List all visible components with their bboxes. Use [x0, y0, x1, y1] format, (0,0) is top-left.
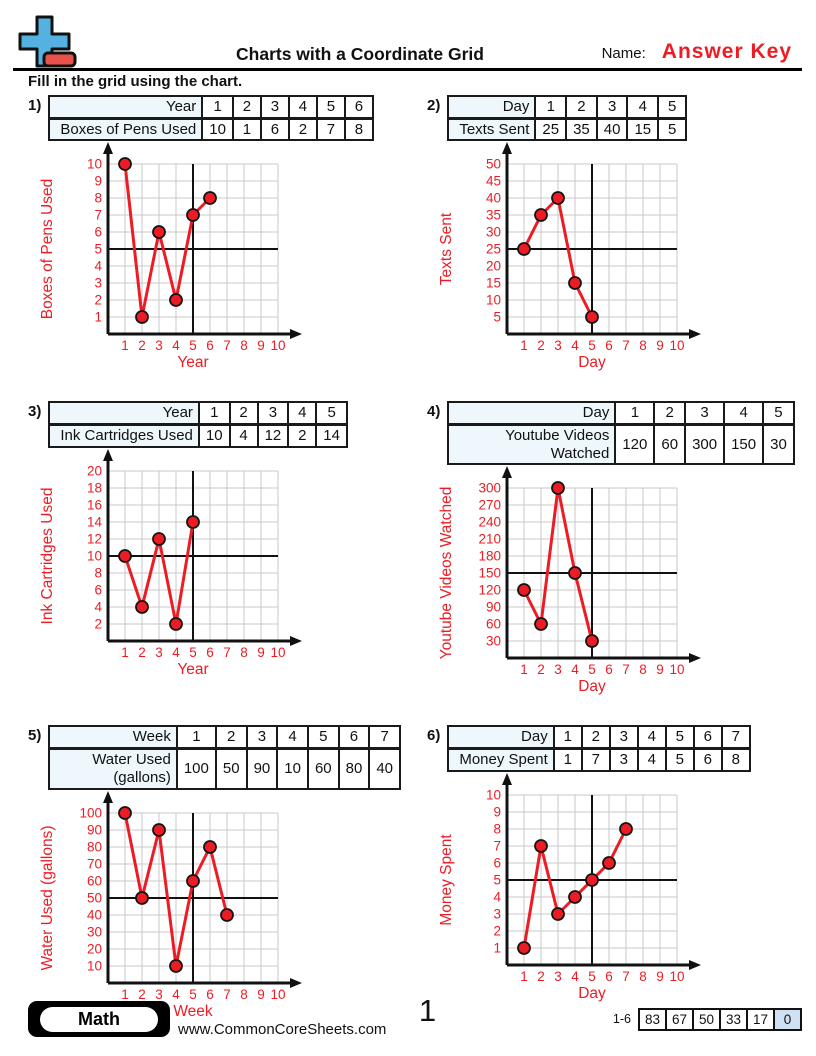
score-block [613, 1008, 802, 1031]
svg-text:90: 90 [86, 822, 102, 837]
svg-text:10: 10 [669, 968, 685, 984]
name-block [602, 40, 792, 64]
score-range-label: 1-6 [612, 1012, 631, 1026]
svg-text:3: 3 [554, 338, 562, 354]
svg-text:3: 3 [155, 338, 163, 354]
chart-area [435, 472, 800, 707]
chart-area [435, 779, 800, 1014]
svg-text:9: 9 [257, 338, 265, 354]
table-header-label: Day [448, 726, 553, 748]
problem-number: 6) [427, 727, 441, 745]
svg-text:7: 7 [622, 662, 630, 678]
score-cell: 17 [746, 1010, 773, 1029]
svg-text:40: 40 [485, 190, 501, 206]
table-cell: 2 [289, 118, 317, 140]
table-cell: 1 [202, 96, 233, 118]
svg-text:Water Used (gallons): Water Used (gallons) [39, 824, 56, 971]
table-cell: 1 [615, 402, 654, 424]
svg-text:1: 1 [94, 309, 102, 325]
svg-text:1: 1 [520, 662, 528, 678]
svg-text:Money Spent: Money Spent [438, 834, 455, 926]
table-cell: 14 [316, 425, 347, 447]
svg-text:5: 5 [588, 338, 596, 354]
svg-text:7: 7 [622, 968, 630, 984]
name-label: Name: [601, 45, 646, 62]
table-cell: 35 [566, 118, 597, 140]
svg-text:10: 10 [669, 662, 685, 678]
svg-text:5: 5 [588, 662, 596, 678]
svg-text:7: 7 [94, 207, 102, 223]
problem-1 [28, 95, 401, 383]
svg-text:3: 3 [155, 986, 163, 1002]
problem-number: 5) [28, 727, 42, 745]
svg-text:5: 5 [493, 309, 501, 325]
svg-text:30: 30 [485, 633, 501, 649]
svg-text:Day: Day [578, 354, 606, 372]
chart-area [36, 455, 401, 690]
problems-grid [28, 95, 800, 1032]
score-cell: 50 [692, 1010, 719, 1029]
table-cell: 4 [638, 749, 666, 771]
table-cell: 6 [261, 118, 289, 140]
svg-text:1: 1 [520, 968, 528, 984]
svg-text:5: 5 [189, 338, 197, 354]
instruction-text: Fill in the grid using the chart. [28, 73, 243, 90]
table-cell: 4 [638, 726, 666, 748]
svg-text:7: 7 [223, 644, 231, 660]
svg-text:20: 20 [86, 463, 102, 479]
svg-text:Ink Cartridges Used: Ink Cartridges Used [39, 487, 56, 625]
svg-text:240: 240 [478, 514, 501, 530]
answer-key-text: Answer Key [661, 40, 792, 63]
svg-text:6: 6 [206, 644, 214, 660]
table-cell: 25 [535, 118, 566, 140]
svg-text:35: 35 [485, 207, 501, 223]
table-cell: 10 [277, 749, 308, 789]
svg-text:1: 1 [121, 986, 129, 1002]
svg-text:2: 2 [94, 616, 102, 632]
score-cell: 83 [644, 1011, 661, 1027]
svg-text:6: 6 [206, 986, 214, 1002]
table-cell: 60 [654, 425, 685, 465]
table-cell: 40 [369, 749, 400, 789]
svg-text:8: 8 [639, 662, 647, 678]
table-cell: 2 [216, 726, 247, 748]
svg-text:2: 2 [537, 338, 545, 354]
table-cell: 4 [724, 402, 763, 424]
table-cell: 2 [288, 425, 316, 447]
svg-text:4: 4 [493, 889, 501, 905]
table-cell: 7 [582, 749, 610, 771]
svg-text:4: 4 [571, 662, 579, 678]
svg-text:10: 10 [485, 292, 501, 308]
svg-text:Texts Sent: Texts Sent [438, 213, 455, 286]
svg-text:1: 1 [493, 940, 501, 956]
svg-text:5: 5 [493, 872, 501, 888]
table-cell: 150 [724, 425, 763, 465]
problem-table [447, 95, 687, 141]
table-cell: 5 [666, 726, 694, 748]
table-cell: 12 [258, 425, 289, 447]
svg-text:7: 7 [493, 838, 501, 854]
header-divider [13, 68, 802, 71]
table-cell: 3 [247, 726, 278, 748]
table-cell: 6 [345, 96, 373, 118]
svg-text:30: 30 [485, 224, 501, 240]
line-chart [36, 455, 308, 685]
svg-text:18: 18 [86, 480, 102, 496]
svg-text:10: 10 [86, 548, 102, 564]
svg-text:180: 180 [478, 548, 501, 564]
table-cell: 3 [685, 402, 724, 424]
table-cell: 2 [230, 402, 258, 424]
table-cell: 4 [288, 402, 316, 424]
svg-text:2: 2 [138, 986, 146, 1002]
table-cell: 7 [369, 726, 400, 748]
math-badge-label: Math [40, 1007, 158, 1032]
svg-text:30: 30 [86, 924, 102, 939]
table-cell: 3 [597, 96, 628, 118]
svg-text:40: 40 [86, 907, 102, 922]
svg-text:4: 4 [172, 986, 180, 1002]
svg-text:12: 12 [86, 531, 102, 547]
site-url: www.CommonCoreSheets.com [178, 1021, 387, 1038]
svg-text:3: 3 [155, 644, 163, 660]
svg-text:50: 50 [485, 156, 501, 172]
svg-text:2: 2 [537, 662, 545, 678]
line-chart [36, 148, 308, 378]
svg-text:Boxes of Pens Used: Boxes of Pens Used [39, 179, 56, 320]
table-cell: 50 [216, 749, 247, 789]
table-cell: 6 [339, 726, 370, 748]
problem-3 [28, 401, 401, 707]
chart-area [435, 148, 800, 383]
problem-4 [427, 401, 800, 707]
table-cell: 3 [258, 402, 289, 424]
svg-text:Year: Year [177, 660, 209, 678]
table-cell: 60 [308, 749, 339, 789]
svg-text:10: 10 [86, 958, 102, 973]
svg-text:6: 6 [493, 855, 501, 871]
svg-text:Day: Day [578, 678, 606, 696]
svg-text:14: 14 [86, 514, 102, 530]
svg-text:4: 4 [94, 258, 102, 274]
table-cell: 5 [658, 96, 686, 118]
svg-text:6: 6 [94, 224, 102, 240]
table-cell: 1 [233, 118, 261, 140]
svg-text:8: 8 [94, 190, 102, 206]
svg-text:9: 9 [493, 804, 501, 820]
svg-text:3: 3 [554, 662, 562, 678]
svg-text:9: 9 [656, 968, 664, 984]
svg-text:9: 9 [656, 338, 664, 354]
table-row-label: Money Spent [448, 749, 553, 771]
svg-text:Week: Week [173, 1002, 213, 1020]
svg-text:7: 7 [223, 338, 231, 354]
svg-text:8: 8 [639, 338, 647, 354]
table-row-label: Ink Cartridges Used [49, 425, 199, 447]
line-chart [36, 797, 308, 1027]
problem-table [48, 725, 401, 789]
svg-text:2: 2 [138, 644, 146, 660]
svg-text:5: 5 [588, 968, 596, 984]
svg-text:120: 120 [478, 582, 501, 598]
problem-table [447, 725, 750, 771]
svg-text:1: 1 [121, 644, 129, 660]
table-cell: 300 [685, 425, 724, 465]
svg-text:4: 4 [172, 644, 180, 660]
chart-area [36, 148, 401, 383]
svg-text:20: 20 [86, 941, 102, 956]
problem-6 [427, 725, 800, 1031]
score-cell: 0 [773, 1010, 800, 1029]
svg-text:8: 8 [94, 565, 102, 581]
svg-text:25: 25 [485, 241, 501, 257]
svg-text:45: 45 [485, 173, 501, 189]
table-cell: 2 [233, 96, 261, 118]
table-cell: 5 [666, 749, 694, 771]
score-table [638, 1008, 802, 1031]
problem-number: 4) [427, 403, 441, 421]
table-row-label: Boxes of Pens Used [49, 118, 202, 140]
problem-5 [28, 725, 401, 1031]
svg-text:9: 9 [257, 644, 265, 660]
table-cell: 4 [627, 96, 658, 118]
table-cell: 6 [694, 749, 722, 771]
svg-text:80: 80 [86, 839, 102, 854]
svg-text:6: 6 [94, 582, 102, 598]
table-cell: 6 [694, 726, 722, 748]
svg-text:3: 3 [493, 906, 501, 922]
svg-text:10: 10 [270, 338, 286, 354]
svg-text:10: 10 [485, 787, 501, 803]
table-cell: 1 [554, 726, 582, 748]
math-badge [28, 1001, 170, 1037]
table-cell: 7 [722, 726, 750, 748]
svg-text:Youtube Videos Watched: Youtube Videos Watched [438, 487, 455, 660]
svg-text:10: 10 [270, 644, 286, 660]
svg-text:8: 8 [240, 338, 248, 354]
problem-table [48, 95, 374, 141]
svg-text:300: 300 [478, 480, 501, 496]
problem-2 [427, 95, 800, 383]
table-cell: 5 [763, 402, 794, 424]
table-cell: 2 [566, 96, 597, 118]
table-header-label: Day [448, 402, 615, 424]
problem-table [48, 401, 348, 447]
table-cell: 3 [261, 96, 289, 118]
table-cell: 120 [615, 425, 654, 465]
line-chart [435, 779, 707, 1009]
table-cell: 100 [177, 749, 216, 789]
svg-text:10: 10 [669, 338, 685, 354]
table-cell: 90 [247, 749, 278, 789]
line-chart [435, 148, 707, 378]
page-number: 1 [418, 993, 437, 1028]
svg-text:1: 1 [520, 338, 528, 354]
table-row-label: Youtube Videos Watched [448, 425, 615, 465]
table-cell: 80 [339, 749, 370, 789]
svg-text:5: 5 [94, 241, 102, 257]
svg-text:2: 2 [493, 923, 501, 939]
table-cell: 1 [199, 402, 230, 424]
table-cell: 5 [317, 96, 345, 118]
table-row-label: Water Used (gallons) [49, 749, 177, 789]
table-cell: 4 [277, 726, 308, 748]
table-header-label: Year [49, 402, 199, 424]
table-header-label: Week [49, 726, 177, 748]
table-cell: 5 [316, 402, 347, 424]
table-cell: 5 [658, 118, 686, 140]
svg-text:150: 150 [478, 565, 501, 581]
svg-text:60: 60 [485, 616, 501, 632]
table-cell: 7 [317, 118, 345, 140]
svg-text:20: 20 [485, 258, 501, 274]
table-cell: 10 [202, 118, 233, 140]
table-cell: 1 [177, 726, 216, 748]
table-cell: 30 [763, 425, 794, 465]
table-cell: 1 [535, 96, 566, 118]
svg-text:Day: Day [578, 984, 606, 1002]
table-cell: 5 [308, 726, 339, 748]
svg-text:1: 1 [121, 338, 129, 354]
svg-text:4: 4 [94, 599, 102, 615]
svg-text:4: 4 [571, 338, 579, 354]
svg-text:8: 8 [493, 821, 501, 837]
table-header-label: Day [448, 96, 535, 118]
svg-text:4: 4 [571, 968, 579, 984]
svg-text:60: 60 [86, 873, 102, 888]
problem-number: 2) [427, 97, 441, 114]
svg-text:100: 100 [79, 805, 102, 820]
table-cell: 3 [610, 749, 638, 771]
problem-table [447, 401, 794, 465]
svg-text:50: 50 [86, 890, 102, 905]
svg-text:3: 3 [554, 968, 562, 984]
svg-text:3: 3 [94, 275, 102, 291]
score-cell: 67 [665, 1010, 692, 1029]
svg-text:7: 7 [223, 986, 231, 1002]
svg-text:8: 8 [240, 644, 248, 660]
svg-text:270: 270 [478, 497, 501, 513]
svg-text:90: 90 [485, 599, 501, 615]
page-title: Charts with a Coordinate Grid [236, 44, 484, 64]
svg-text:7: 7 [622, 338, 630, 354]
svg-text:70: 70 [86, 856, 102, 871]
svg-text:6: 6 [605, 968, 613, 984]
svg-text:10: 10 [86, 156, 102, 172]
table-cell: 10 [199, 425, 230, 447]
svg-text:9: 9 [257, 986, 265, 1002]
svg-text:8: 8 [240, 986, 248, 1002]
table-cell: 3 [610, 726, 638, 748]
svg-text:2: 2 [537, 968, 545, 984]
table-cell: 4 [289, 96, 317, 118]
table-cell: 15 [627, 118, 658, 140]
svg-text:4: 4 [172, 338, 180, 354]
svg-text:8: 8 [639, 968, 647, 984]
table-cell: 8 [722, 749, 750, 771]
table-header-label: Year [49, 96, 202, 118]
svg-text:6: 6 [605, 338, 613, 354]
svg-text:2: 2 [138, 338, 146, 354]
svg-text:15: 15 [485, 275, 501, 291]
table-cell: 4 [230, 425, 258, 447]
table-cell: 2 [654, 402, 685, 424]
svg-text:5: 5 [189, 644, 197, 660]
table-cell: 8 [345, 118, 373, 140]
svg-text:6: 6 [206, 338, 214, 354]
problem-number: 3) [28, 403, 42, 421]
table-cell: 1 [554, 749, 582, 771]
svg-text:10: 10 [270, 986, 286, 1002]
svg-text:5: 5 [189, 986, 197, 1002]
svg-text:6: 6 [605, 662, 613, 678]
svg-text:9: 9 [656, 662, 664, 678]
svg-text:Year: Year [177, 354, 209, 372]
svg-text:9: 9 [94, 173, 102, 189]
problem-number: 1) [28, 97, 42, 114]
svg-text:210: 210 [478, 531, 501, 547]
score-cell: 33 [719, 1010, 746, 1029]
table-row-label: Texts Sent [448, 118, 535, 140]
svg-text:16: 16 [86, 497, 102, 513]
line-chart [435, 472, 707, 702]
table-cell: 40 [597, 118, 628, 140]
table-cell: 2 [582, 726, 610, 748]
svg-text:2: 2 [94, 292, 102, 308]
